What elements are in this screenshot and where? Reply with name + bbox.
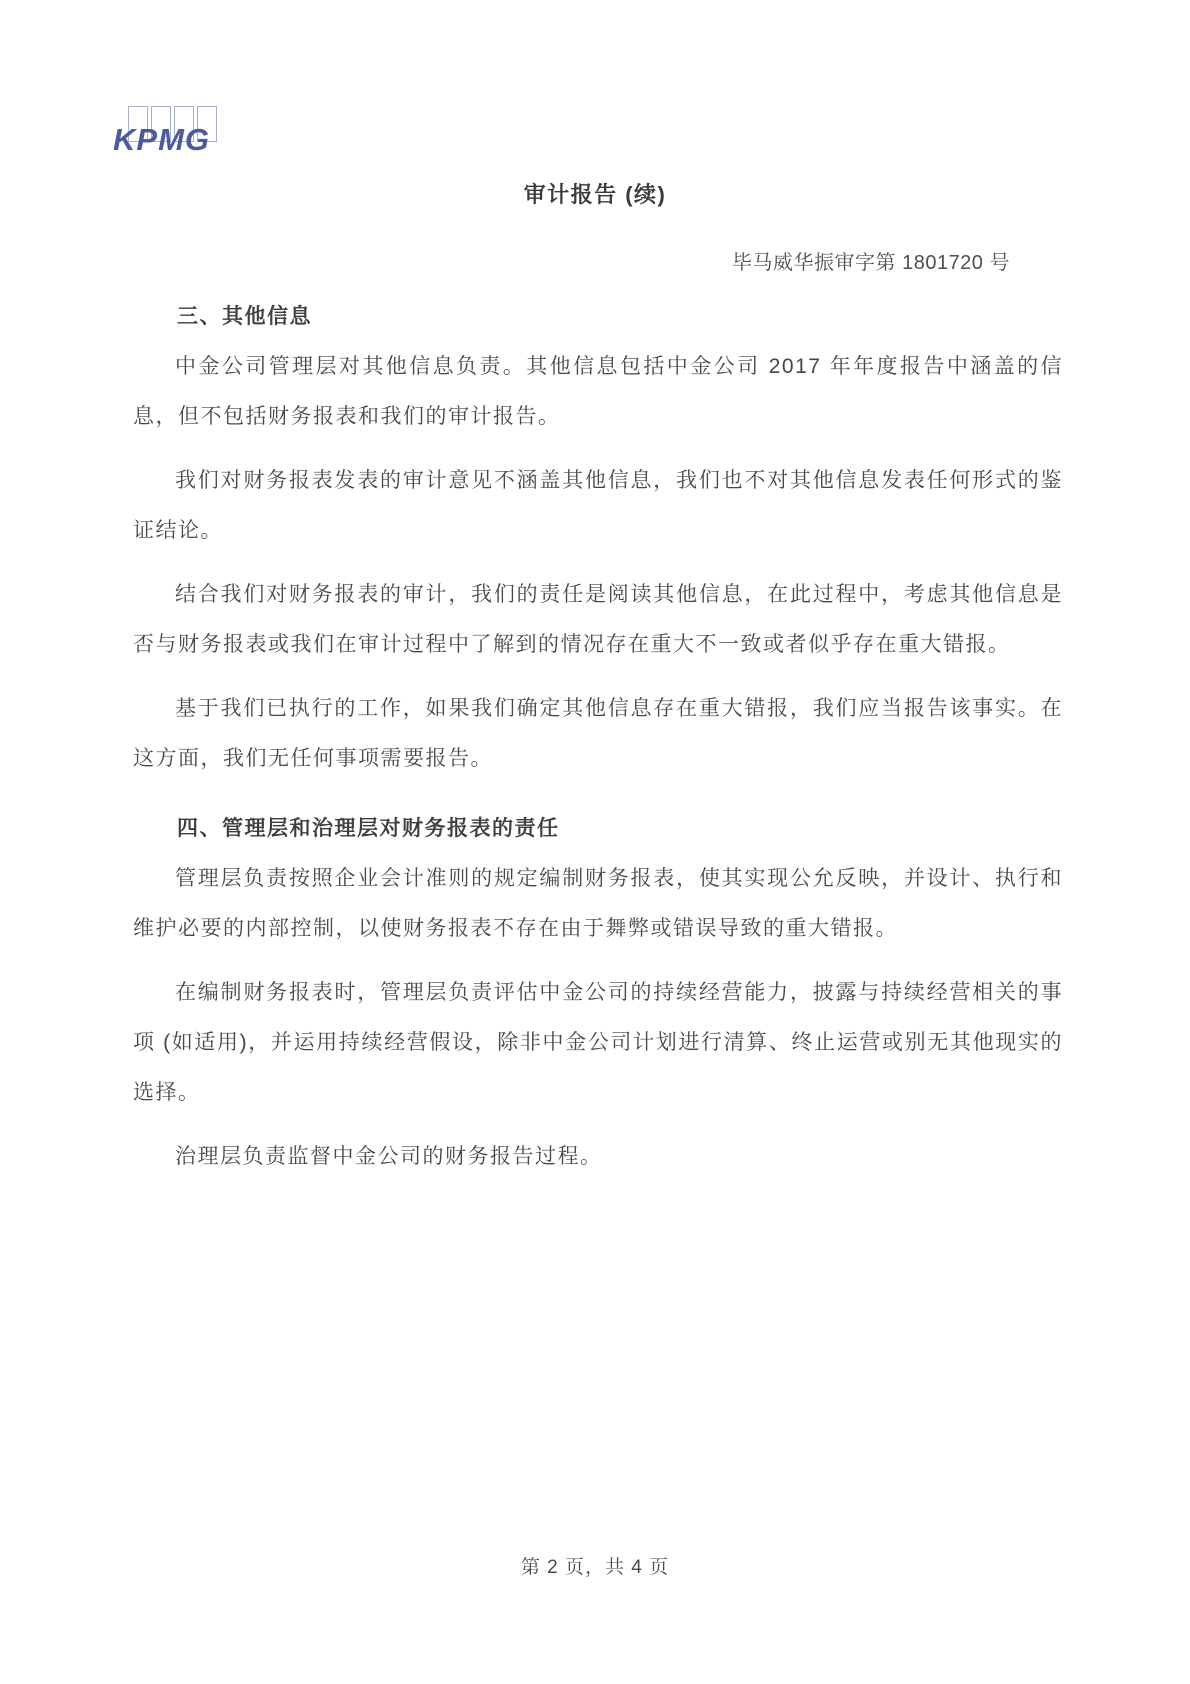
section-heading-management-responsibility: 四、管理层和治理层对财务报表的责任 [177, 817, 560, 840]
paragraph: 基于我们已执行的工作，如果我们确定其他信息存在重大错报，我们应当报告该事实。在这方面，我们无任何事项需要报告。 [133, 697, 1063, 770]
kpmg-logo [113, 106, 243, 164]
paragraph: 治理层负责监督中金公司的财务报告过程。 [175, 1145, 603, 1168]
page-number: 第 2 页，共 4 页 [520, 1557, 670, 1578]
paragraph: 结合我们对财务报表的审计，我们的责任是阅读其他信息，在此过程中，考虑其他信息是否与财务报表或我们在审计过程中了解到的情况存在重大不一致或者似乎存在重大错报。 [133, 583, 1063, 656]
paragraph: 中金公司管理层对其他信息负责。其他信息包括中金公司 2017 年年度报告中涵盖的信息，但不包括财务报表和我们的审计报告。 [133, 355, 1063, 428]
section-other-information [133, 300, 1063, 784]
paragraph: 在编制财务报表时，管理层负责评估中金公司的持续经营能力，披露与持续经营相关的事项 (如适用)，并运用持续经营假设，除非中金公司计划进行清算、终止运营或别无其他现实的选择。 [133, 981, 1063, 1104]
paragraph: 管理层负责按照企业会计准则的规定编制财务报表，使其实现公允反映，并设计、执行和维护必要的内部控制，以使财务报表不存在由于舞弊或错误导致的重大错报。 [133, 867, 1063, 940]
document-body [0, 300, 1190, 1182]
reference-number: 毕马威华振审字第 1801720 号 [732, 252, 1010, 274]
kpmg-logo-text: KPMG [113, 122, 210, 157]
section-management-responsibility [133, 812, 1063, 1182]
page-title: 审计报告 (续) [523, 182, 667, 207]
section-heading-other-information: 三、其他信息 [177, 305, 312, 328]
paragraph: 我们对财务报表发表的审计意见不涵盖其他信息，我们也不对其他信息发表任何形式的鉴证结论。 [133, 469, 1063, 542]
